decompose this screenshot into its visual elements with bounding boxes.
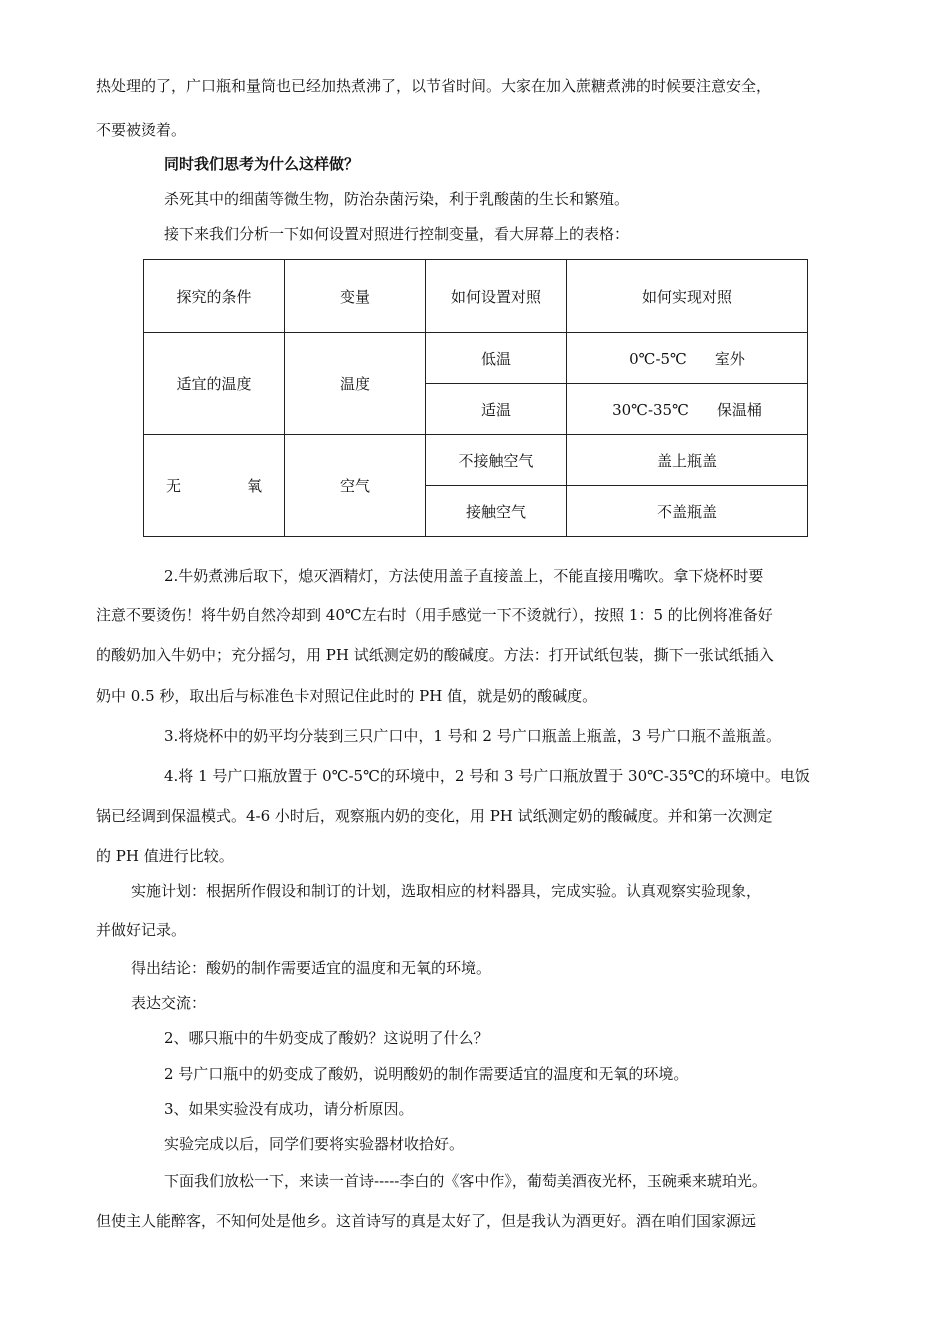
- table-row: [144, 333, 808, 384]
- table-header-row: [144, 260, 808, 333]
- header-cell: 如何实现对照: [567, 260, 808, 333]
- how-range: 0℃-5℃: [629, 349, 687, 368]
- setup-cell: 适温: [426, 384, 567, 435]
- how-cell: [567, 333, 808, 384]
- setup-cell: 低温: [426, 333, 567, 384]
- paragraph-line: 实施计划：根据所作假设和制订的计划，选取相应的材料器具，完成实验。认真观察实验现象，: [131, 882, 762, 900]
- paragraph-line: 2.牛奶煮沸后取下，熄灭酒精灯，方法使用盖子直接盖上，不能直接用嘴吹。拿下烧杯时要: [164, 567, 764, 585]
- header-cell: 探究的条件: [144, 260, 285, 333]
- paragraph-line: 的酸奶加入牛奶中；充分摇匀，用 PH 试纸测定奶的酸碱度。方法：打开试纸包装，撕下一张试纸插入: [96, 646, 774, 664]
- paragraph-line: 并做好记录。: [96, 921, 187, 939]
- paragraph-line: 但使主人能醉客，不知何处是他乡。这首诗写的真是太好了，但是我认为酒更好。酒在咱们国家源远: [96, 1212, 757, 1230]
- paragraph-line: 实验完成以后，同学们要将实验器材收拾好。: [164, 1135, 465, 1153]
- paragraph-line: 下面我们放松一下，来读一首诗-----李白的《客中作》，葡萄美酒夜光杯，玉碗乘来琥珀光。: [164, 1172, 767, 1190]
- variable-cell: 温度: [285, 333, 426, 435]
- setup-cell: 接触空气: [426, 486, 567, 537]
- experiment-table: [143, 259, 808, 537]
- paragraph-line: 的 PH 值进行比较。: [96, 847, 234, 865]
- header-cell: 变量: [285, 260, 426, 333]
- condition-cell: [144, 435, 285, 537]
- paragraph-line: 不要被烫着。: [96, 121, 187, 139]
- paragraph-line: 3.将烧杯中的奶平均分装到三只广口中，1 号和 2 号广口瓶盖上瓶盖，3 号广口瓶不盖瓶盖。: [164, 727, 782, 745]
- answer-line: 杀死其中的细菌等微生物，防治杂菌污染，利于乳酸菌的生长和繁殖。: [164, 190, 630, 208]
- how-cell: 不盖瓶盖: [567, 486, 808, 537]
- header-cell: 如何设置对照: [426, 260, 567, 333]
- how-place: 室外: [714, 349, 745, 368]
- paragraph-line: 3、如果实验没有成功，请分析原因。: [164, 1100, 414, 1118]
- paragraph-line: 奶中 0.5 秒，取出后与标准色卡对照记住此时的 PH 值，就是奶的酸碱度。: [96, 687, 598, 705]
- how-cell: [567, 384, 808, 435]
- setup-cell: 不接触空气: [426, 435, 567, 486]
- paragraph-line: 表达交流：: [131, 994, 207, 1012]
- paragraph-line: 热处理的了，广口瓶和量筒也已经加热煮沸了，以节省时间。大家在加入蔗糖煮沸的时候要注意安全，: [96, 77, 772, 95]
- condition-char: 氧: [246, 477, 262, 495]
- table-intro: 接下来我们分析一下如何设置对照进行控制变量，看大屏幕上的表格：: [164, 225, 630, 243]
- how-place: 保温桶: [716, 400, 762, 419]
- how-cell: 盖上瓶盖: [567, 435, 808, 486]
- how-range: 30℃-35℃: [612, 400, 689, 419]
- condition-cell: 适宜的温度: [144, 333, 285, 435]
- paragraph-line: 得出结论：酸奶的制作需要适宜的温度和无氧的环境。: [131, 959, 492, 977]
- paragraph-line: 4.将 1 号广口瓶放置于 0℃-5℃的环境中，2 号和 3 号广口瓶放置于 30℃-35℃的环境中。电饭: [164, 767, 810, 785]
- paragraph-line: 锅已经调到保温模式。4-6 小时后，观察瓶内奶的变化，用 PH 试纸测定奶的酸碱度。并和第一次测定: [96, 807, 773, 825]
- paragraph-line: 2、哪只瓶中的牛奶变成了酸奶？这说明了什么？: [164, 1029, 489, 1047]
- paragraph-line: 注意不要烫伤！将牛奶自然冷却到 40℃左右时（用手感觉一下不烫就行），按照 1：5 的比例将准备好: [96, 606, 773, 624]
- table-row: [144, 435, 808, 486]
- condition-char: 无: [166, 477, 182, 495]
- variable-cell: 空气: [285, 435, 426, 537]
- question-line: 同时我们思考为什么这样做？: [164, 155, 360, 173]
- paragraph-line: 2 号广口瓶中的奶变成了酸奶，说明酸奶的制作需要适宜的温度和无氧的环境。: [164, 1065, 689, 1083]
